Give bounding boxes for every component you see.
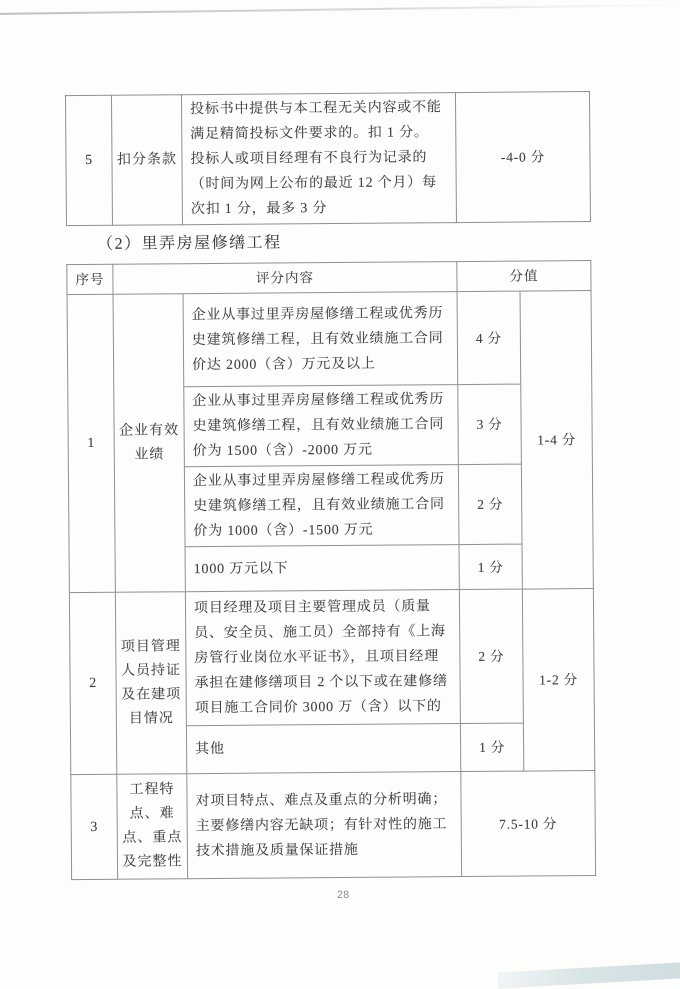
- page-number: 28: [336, 888, 350, 902]
- scoring-table: [66, 260, 596, 880]
- row-index-cell: 2: [69, 592, 116, 774]
- criterion-cell: 企业有效业绩: [113, 294, 185, 593]
- description-cell: 企业从事过里弄房屋修缮工程或优秀历史建筑修缮工程，且有效业绩施工合同价为 1500（含）-2000 万元: [184, 385, 459, 467]
- criterion-cell: 项目管理人员持证及在建项目情况: [115, 592, 186, 775]
- criterion-cell: 扣分条款: [111, 95, 182, 226]
- table-row: [71, 771, 596, 880]
- header-content-cell: 评分内容: [113, 262, 457, 295]
- description-cell: [181, 93, 456, 225]
- description-cell: 对项目特点、难点及重点的分析明确；主要修缮内容无缺项；有针对性的施工技术措施及质量保证措施: [187, 772, 462, 879]
- description-paragraph: 投标人或项目经理有不良行为记录的（时间为网上公布的最近 12 个月）每次扣 1 分，最多 3 分: [190, 150, 437, 218]
- score-range-cell: -4-0 分: [455, 92, 590, 223]
- table-row: [67, 291, 592, 388]
- sub-score-cell: 1 分: [460, 723, 523, 771]
- description-cell: 项目经理及项目主要管理成员（质量员、安全员、施工员）全部持有《上海房管行业岗位水平证书》，且项目经理承担在建修缮项目 2 个以下或在建修缮项目施工合同价 3000 万（含）以下的: [185, 590, 460, 726]
- total-score-cell: 1-4 分: [520, 291, 593, 590]
- header-no-cell: 序号: [67, 264, 113, 294]
- table-header-row: [67, 261, 591, 295]
- total-score-cell: 1-2 分: [522, 589, 594, 772]
- score-range-cell: 7.5-10 分: [461, 771, 596, 877]
- row-index-cell: 1: [67, 294, 115, 592]
- sub-score-cell: 4 分: [457, 291, 521, 384]
- deduction-table: [65, 91, 591, 226]
- sub-score-cell: 2 分: [458, 464, 522, 544]
- sub-score-cell: 3 分: [458, 384, 522, 464]
- description-cell: 其他: [186, 724, 460, 774]
- description-paragraph: 投标书中提供与本工程无关内容或不能满足精简投标文件要求的。扣 1 分。: [190, 100, 442, 143]
- sub-score-cell: 2 分: [459, 589, 523, 723]
- description-cell: 企业从事过里弄房屋修缮工程或优秀历史建筑修缮工程，且有效业绩施工合同价达 2000（含）万元及以上: [183, 292, 458, 387]
- table-row: [69, 589, 594, 727]
- sub-score-cell: 1 分: [459, 544, 522, 589]
- section-title: （2）里弄房屋修缮工程: [97, 234, 282, 253]
- description-cell: 1000 万元以下: [185, 545, 459, 592]
- criterion-cell: 工程特点、难点、重点及完整性: [117, 774, 188, 880]
- description-cell: 企业从事过里弄房屋修缮工程或优秀历史建筑修缮工程，且有效业绩施工合同价为 1000（含）-1500 万元: [184, 465, 459, 547]
- row-index-cell: 3: [71, 774, 118, 879]
- row-index-cell: 5: [65, 95, 112, 225]
- table-row: [65, 92, 590, 226]
- header-score-cell: 分值: [457, 261, 591, 292]
